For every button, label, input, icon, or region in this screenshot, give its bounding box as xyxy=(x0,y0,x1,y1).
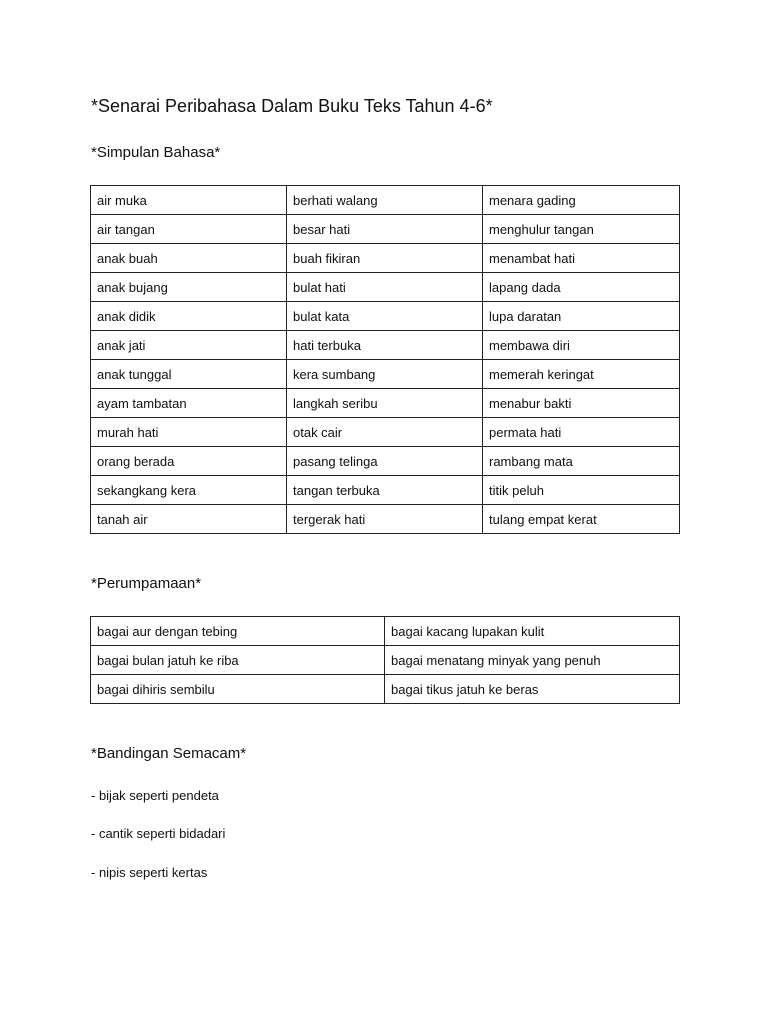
table-row xyxy=(91,244,680,273)
table-cell: menabur bakti xyxy=(483,389,680,418)
table-cell: berhati walang xyxy=(287,186,483,215)
table-row xyxy=(91,360,680,389)
table-cell: anak tunggal xyxy=(91,360,287,389)
table-cell: hati terbuka xyxy=(287,331,483,360)
table-cell: air muka xyxy=(91,186,287,215)
table-cell: tulang empat kerat xyxy=(483,505,680,534)
simpulan-bahasa-table xyxy=(90,185,680,534)
table-cell: bagai kacang lupakan kulit xyxy=(385,617,680,646)
table-cell: anak bujang xyxy=(91,273,287,302)
table-cell: bagai menatang minyak yang penuh xyxy=(385,646,680,675)
table-cell: menghulur tangan xyxy=(483,215,680,244)
table-cell: tanah air xyxy=(91,505,287,534)
table-cell: air tangan xyxy=(91,215,287,244)
table-cell: buah fikiran xyxy=(287,244,483,273)
list-item: - nipis seperti kertas xyxy=(91,865,208,880)
bandingan-semacam-heading: *Bandingan Semacam* xyxy=(91,745,247,762)
table-cell: bulat kata xyxy=(287,302,483,331)
perumpamaan-table-body xyxy=(91,617,680,704)
list-item: - cantik seperti bidadari xyxy=(91,826,226,841)
table-row xyxy=(91,215,680,244)
table-row xyxy=(91,186,680,215)
table-cell: menambat hati xyxy=(483,244,680,273)
table-cell: tangan terbuka xyxy=(287,476,483,505)
table-cell: menara gading xyxy=(483,186,680,215)
table-cell: bagai aur dengan tebing xyxy=(91,617,385,646)
table-row xyxy=(91,389,680,418)
table-cell: otak cair xyxy=(287,418,483,447)
table-cell: titik peluh xyxy=(483,476,680,505)
table-cell: bagai bulan jatuh ke riba xyxy=(91,646,385,675)
table-cell: murah hati xyxy=(91,418,287,447)
table-cell: membawa diri xyxy=(483,331,680,360)
simpulan-bahasa-table-body xyxy=(91,186,680,534)
table-cell: permata hati xyxy=(483,418,680,447)
document-title: *Senarai Peribahasa Dalam Buku Teks Tahun 4-6* xyxy=(91,96,493,116)
table-cell: bagai dihiris sembilu xyxy=(91,675,385,704)
table-row xyxy=(91,675,680,704)
table-cell: anak buah xyxy=(91,244,287,273)
table-cell: besar hati xyxy=(287,215,483,244)
list-item: - bijak seperti pendeta xyxy=(91,788,219,803)
perumpamaan-table xyxy=(90,616,680,704)
table-cell: anak didik xyxy=(91,302,287,331)
perumpamaan-heading: *Perumpamaan* xyxy=(91,575,202,592)
table-cell: lapang dada xyxy=(483,273,680,302)
table-row xyxy=(91,302,680,331)
table-cell: rambang mata xyxy=(483,447,680,476)
table-cell: langkah seribu xyxy=(287,389,483,418)
table-row xyxy=(91,617,680,646)
table-cell: anak jati xyxy=(91,331,287,360)
table-row xyxy=(91,646,680,675)
table-row xyxy=(91,418,680,447)
table-row xyxy=(91,476,680,505)
table-cell: lupa daratan xyxy=(483,302,680,331)
table-cell: kera sumbang xyxy=(287,360,483,389)
table-cell: memerah keringat xyxy=(483,360,680,389)
table-row xyxy=(91,331,680,360)
simpulan-bahasa-heading: *Simpulan Bahasa* xyxy=(91,144,221,161)
table-cell: sekangkang kera xyxy=(91,476,287,505)
table-row xyxy=(91,447,680,476)
table-cell: bulat hati xyxy=(287,273,483,302)
table-row xyxy=(91,505,680,534)
table-cell: orang berada xyxy=(91,447,287,476)
table-cell: pasang telinga xyxy=(287,447,483,476)
table-cell: ayam tambatan xyxy=(91,389,287,418)
table-cell: bagai tikus jatuh ke beras xyxy=(385,675,680,704)
table-row xyxy=(91,273,680,302)
table-cell: tergerak hati xyxy=(287,505,483,534)
